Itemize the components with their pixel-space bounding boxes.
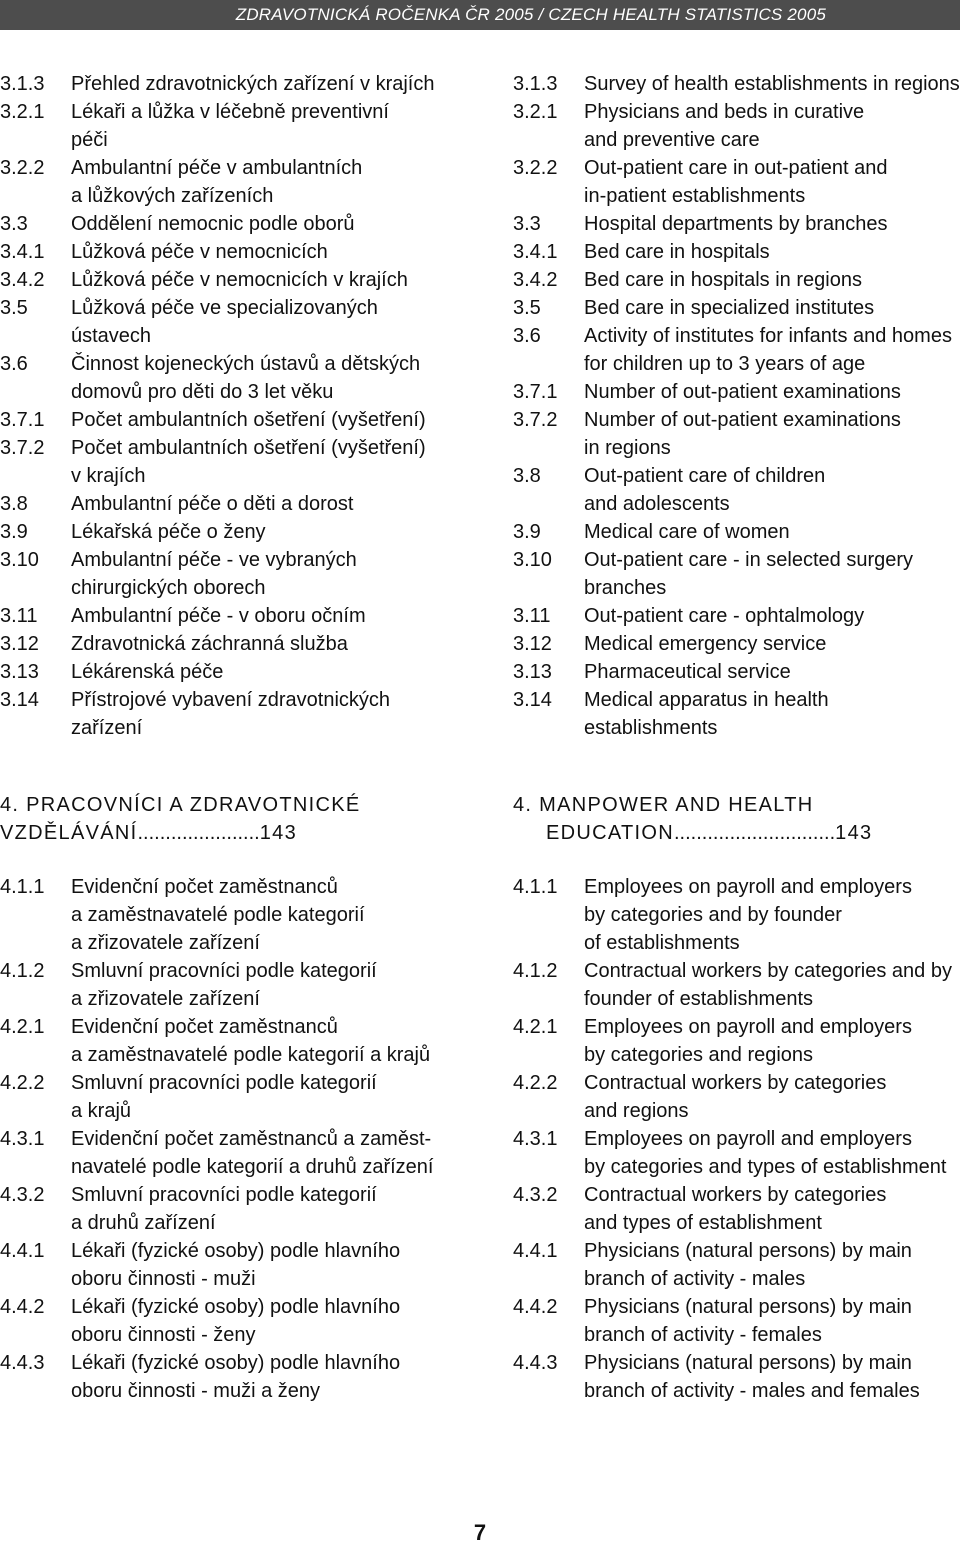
toc-entry [513, 630, 960, 658]
toc-entry [513, 1069, 960, 1125]
en-section-heading-line2: EDUCATION.............................143 [546, 822, 873, 844]
toc-entry [513, 1349, 960, 1405]
toc-entry-title: Lékaři a lůžka v léčebně preventivní péči [71, 101, 389, 151]
toc-entry [0, 434, 455, 490]
toc-entry-number: 3.4.2 [0, 269, 45, 291]
toc-entry-number: 4.4.1 [0, 1240, 45, 1262]
toc-entry [513, 378, 960, 406]
toc-entry [0, 686, 455, 742]
running-header [0, 0, 960, 30]
toc-entry-number: 3.11 [513, 605, 551, 627]
toc-entry-number: 3.10 [0, 549, 39, 571]
toc-entry [0, 266, 455, 294]
toc-entry-title: Employees on payroll and employers by categories and regions [584, 1016, 912, 1066]
toc-entry-number: 3.7.1 [0, 409, 45, 431]
toc-entry-number: 3.4.1 [0, 241, 45, 263]
toc-entry-title: Out-patient care in out-patient and in-patient establishments [584, 157, 888, 207]
toc-entry-number: 3.1.3 [513, 73, 558, 95]
toc-entry-number: 3.13 [0, 661, 39, 683]
en-section-page: 143 [835, 822, 873, 844]
toc-entry [0, 630, 455, 658]
toc-entry-title: Physicians (natural persons) by main branch of activity - males and females [584, 1352, 920, 1402]
toc-entry [0, 70, 455, 98]
toc-entry [0, 238, 455, 266]
cz-section-heading [0, 791, 361, 847]
toc-entry-title: Contractual workers by categories and types of establishment [584, 1184, 887, 1234]
toc-entry-title: Činnost kojeneckých ústavů a dětských domovů pro děti do 3 let věku [71, 353, 421, 403]
toc-entry-title: Out-patient care of children and adolescents [584, 465, 826, 515]
toc-entry [0, 957, 455, 1013]
toc-entry [0, 1349, 455, 1405]
page-number: 7 [473, 1520, 487, 1545]
toc-entry-title: Přístrojové vybavení zdravotnických zařízení [71, 689, 391, 739]
toc-entry-title: Lékaři (fyzické osoby) podle hlavního oboru činnosti - muži a ženy [71, 1352, 401, 1402]
toc-entry-number: 3.3 [513, 213, 541, 235]
toc-entry [513, 957, 960, 1013]
toc-entry [0, 294, 455, 350]
toc-entry-number: 3.2.1 [513, 101, 558, 123]
toc-entry [513, 686, 960, 742]
toc-entry-title: Smluvní pracovníci podle kategorií a druhů zařízení [71, 1184, 377, 1234]
toc-entry [513, 98, 960, 154]
toc-entry [0, 873, 455, 957]
toc-entry-number: 3.13 [513, 661, 552, 683]
toc-entry-number: 3.4.2 [513, 269, 558, 291]
toc-entry-title: Medical emergency service [584, 633, 827, 655]
toc-entry [0, 490, 455, 518]
toc-entry-number: 3.12 [513, 633, 552, 655]
cz-toc-chapter-3 [0, 70, 455, 742]
toc-entry-title: Evidenční počet zaměstnanců a zaměstnavatelé podle kategorií a zřizovatele zařízení [71, 876, 365, 954]
toc-entry-number: 3.5 [0, 297, 28, 319]
toc-entry-title: Bed care in hospitals [584, 241, 770, 263]
toc-entry-number: 4.2.2 [513, 1072, 558, 1094]
toc-entry-title: Activity of institutes for infants and homes for children up to 3 years of age [584, 325, 952, 375]
cz-section-heading-line1: 4. PRACOVNÍCI A ZDRAVOTNICKÉ [0, 794, 361, 816]
toc-entry [0, 1125, 455, 1181]
toc-entry-title: Ambulantní péče - v oboru očním [71, 605, 366, 627]
cz-toc-chapter-4 [0, 873, 455, 1405]
toc-entry-number: 3.8 [0, 493, 28, 515]
toc-entry-title: Lékaři (fyzické osoby) podle hlavního oboru činnosti - ženy [71, 1296, 401, 1346]
toc-entry [513, 322, 960, 378]
toc-entry-number: 3.1.3 [0, 73, 45, 95]
toc-entry-number: 4.1.1 [0, 876, 45, 898]
toc-entry-number: 3.3 [0, 213, 28, 235]
toc-entry-title: Physicians (natural persons) by main branch of activity - males [584, 1240, 912, 1290]
toc-entry [513, 154, 960, 210]
running-header-title: ZDRAVOTNICKÁ ROČENKA ČR 2005 / CZECH HEALTH STATISTICS 2005 [235, 5, 826, 24]
toc-entry-number: 3.9 [0, 521, 28, 543]
toc-entry [0, 98, 455, 154]
toc-entry-number: 3.6 [513, 325, 541, 347]
toc-entry-number: 4.2.2 [0, 1072, 45, 1094]
toc-entry-number: 4.4.2 [0, 1296, 45, 1318]
toc-entry-number: 3.8 [513, 465, 541, 487]
toc-entry-title: Employees on payroll and employers by categories and types of establishment [584, 1128, 947, 1178]
toc-entry-number: 3.7.1 [513, 381, 558, 403]
toc-entry-number: 3.2.2 [513, 157, 558, 179]
toc-entry-number: 3.10 [513, 549, 552, 571]
toc-entry [0, 1181, 455, 1237]
toc-entry-title: Evidenční počet zaměstnanců a zaměstnavatelé podle kategorií a krajů [71, 1016, 431, 1066]
toc-entry-number: 4.4.3 [513, 1352, 558, 1374]
toc-entry-title: Contractual workers by categories and by founder of establishments [584, 960, 952, 1010]
toc-entry-number: 3.2.1 [0, 101, 45, 123]
toc-entry-title: Přehled zdravotnických zařízení v krajích [71, 73, 435, 95]
toc-entry [513, 602, 960, 630]
toc-entry [0, 602, 455, 630]
toc-entry-title: Pharmaceutical service [584, 661, 791, 683]
toc-entry-number: 4.3.1 [513, 1128, 558, 1150]
cz-section-heading-line2: VZDĚLÁVÁNÍ......................143 [0, 822, 298, 844]
toc-entry-title: Smluvní pracovníci podle kategorií a zřizovatele zařízení [71, 960, 377, 1010]
toc-entry-number: 3.12 [0, 633, 39, 655]
toc-entry [0, 154, 455, 210]
en-toc-chapter-4 [513, 873, 960, 1405]
toc-entry-title: Ambulantní péče o děti a dorost [71, 493, 354, 515]
toc-entry-number: 3.7.2 [513, 409, 558, 431]
toc-entry [0, 1013, 455, 1069]
toc-entry [0, 350, 455, 406]
toc-entry-number: 3.6 [0, 353, 28, 375]
toc-entry [513, 1181, 960, 1237]
toc-entry [513, 294, 960, 322]
toc-entry-title: Počet ambulantních ošetření (vyšetření) [71, 409, 426, 431]
toc-entry-title: Lékařská péče o ženy [71, 521, 266, 543]
toc-entry-title: Physicians and beds in curative and preventive care [584, 101, 865, 151]
toc-entry [513, 1013, 960, 1069]
toc-entry [513, 546, 960, 602]
toc-entry [513, 238, 960, 266]
toc-entry-number: 4.3.1 [0, 1128, 45, 1150]
toc-entry-title: Ambulantní péče v ambulantních a lůžkových zařízeních [71, 157, 363, 207]
toc-entry-title: Lůžková péče ve specializovaných ústavech [71, 297, 378, 347]
toc-entry-title: Bed care in specialized institutes [584, 297, 875, 319]
toc-entry-title: Medical care of women [584, 521, 790, 543]
toc-entry [513, 873, 960, 957]
toc-entry-title: Contractual workers by categories and regions [584, 1072, 887, 1122]
toc-entry [0, 1293, 455, 1349]
toc-entry-number: 3.9 [513, 521, 541, 543]
toc-entry [0, 210, 455, 238]
toc-entry [0, 546, 455, 602]
toc-entry-number: 4.4.3 [0, 1352, 45, 1374]
toc-entry-title: Survey of health establishments in regions [584, 73, 960, 95]
toc-entry-title: Oddělení nemocnic podle oborů [71, 213, 355, 235]
toc-entry [513, 1237, 960, 1293]
toc-entry-title: Physicians (natural persons) by main branch of activity - females [584, 1296, 912, 1346]
toc-entry-title: Hospital departments by branches [584, 213, 888, 235]
toc-entry-number: 4.4.2 [513, 1296, 558, 1318]
toc-entry-number: 4.3.2 [0, 1184, 45, 1206]
toc-entry-title: Lékaři (fyzické osoby) podle hlavního oboru činnosti - muži [71, 1240, 401, 1290]
toc-entry-number: 4.2.1 [513, 1016, 558, 1038]
toc-entry [513, 462, 960, 518]
toc-entry-title: Out-patient care - in selected surgery branches [584, 549, 914, 599]
toc-entry [0, 1237, 455, 1293]
toc-entry [513, 1293, 960, 1349]
toc-entry [0, 1069, 455, 1125]
toc-entry-number: 4.1.2 [0, 960, 45, 982]
toc-entry-number: 4.4.1 [513, 1240, 558, 1262]
toc-entry [513, 1125, 960, 1181]
toc-entry-title: Lůžková péče v nemocnicích [71, 241, 328, 263]
toc-entry [513, 70, 960, 98]
toc-entry-number: 4.1.1 [513, 876, 558, 898]
toc-entry [513, 406, 960, 462]
toc-entry-title: Medical apparatus in health establishments [584, 689, 829, 739]
cz-section-page: 143 [259, 822, 298, 844]
toc-entry [513, 518, 960, 546]
toc-entry-number: 4.3.2 [513, 1184, 558, 1206]
toc-entry [0, 518, 455, 546]
toc-entry-title: Zdravotnická záchranná služba [71, 633, 348, 655]
toc-entry-number: 3.11 [0, 605, 38, 627]
toc-entry-title: Lůžková péče v nemocnicích v krajích [71, 269, 408, 291]
toc-entry-number: 4.1.2 [513, 960, 558, 982]
toc-entry-title: Number of out-patient examinations in regions [584, 409, 901, 459]
toc-entry-number: 3.5 [513, 297, 541, 319]
toc-entry-number: 4.2.1 [0, 1016, 45, 1038]
toc-entry-title: Lékárenská péče [71, 661, 224, 683]
toc-entry [0, 658, 455, 686]
toc-entry-number: 3.14 [0, 689, 39, 711]
en-section-heading [513, 791, 872, 847]
toc-entry [513, 266, 960, 294]
toc-entry-number: 3.7.2 [0, 437, 45, 459]
toc-entry [513, 210, 960, 238]
toc-entry-title: Evidenční počet zaměstnanců a zaměst- navatelé podle kategorií a druhů zařízení [71, 1128, 434, 1178]
en-section-heading-line1: 4. MANPOWER AND HEALTH [513, 794, 814, 816]
toc-entry [513, 658, 960, 686]
en-toc-chapter-3 [513, 70, 960, 742]
toc-entry-title: Out-patient care - ophtalmology [584, 605, 865, 627]
toc-entry-title: Ambulantní péče - ve vybraných chirurgických oborech [71, 549, 357, 599]
toc-entry-title: Bed care in hospitals in regions [584, 269, 862, 291]
toc-entry-title: Number of out-patient examinations [584, 381, 901, 403]
toc-entry-title: Počet ambulantních ošetření (vyšetření) v krajích [71, 437, 426, 487]
toc-entry-title: Smluvní pracovníci podle kategorií a krajů [71, 1072, 377, 1122]
toc-entry-number: 3.14 [513, 689, 552, 711]
toc-entry [0, 406, 455, 434]
toc-entry-number: 3.4.1 [513, 241, 558, 263]
toc-entry-title: Employees on payroll and employers by categories and by founder of establishments [584, 876, 912, 954]
toc-entry-number: 3.2.2 [0, 157, 45, 179]
